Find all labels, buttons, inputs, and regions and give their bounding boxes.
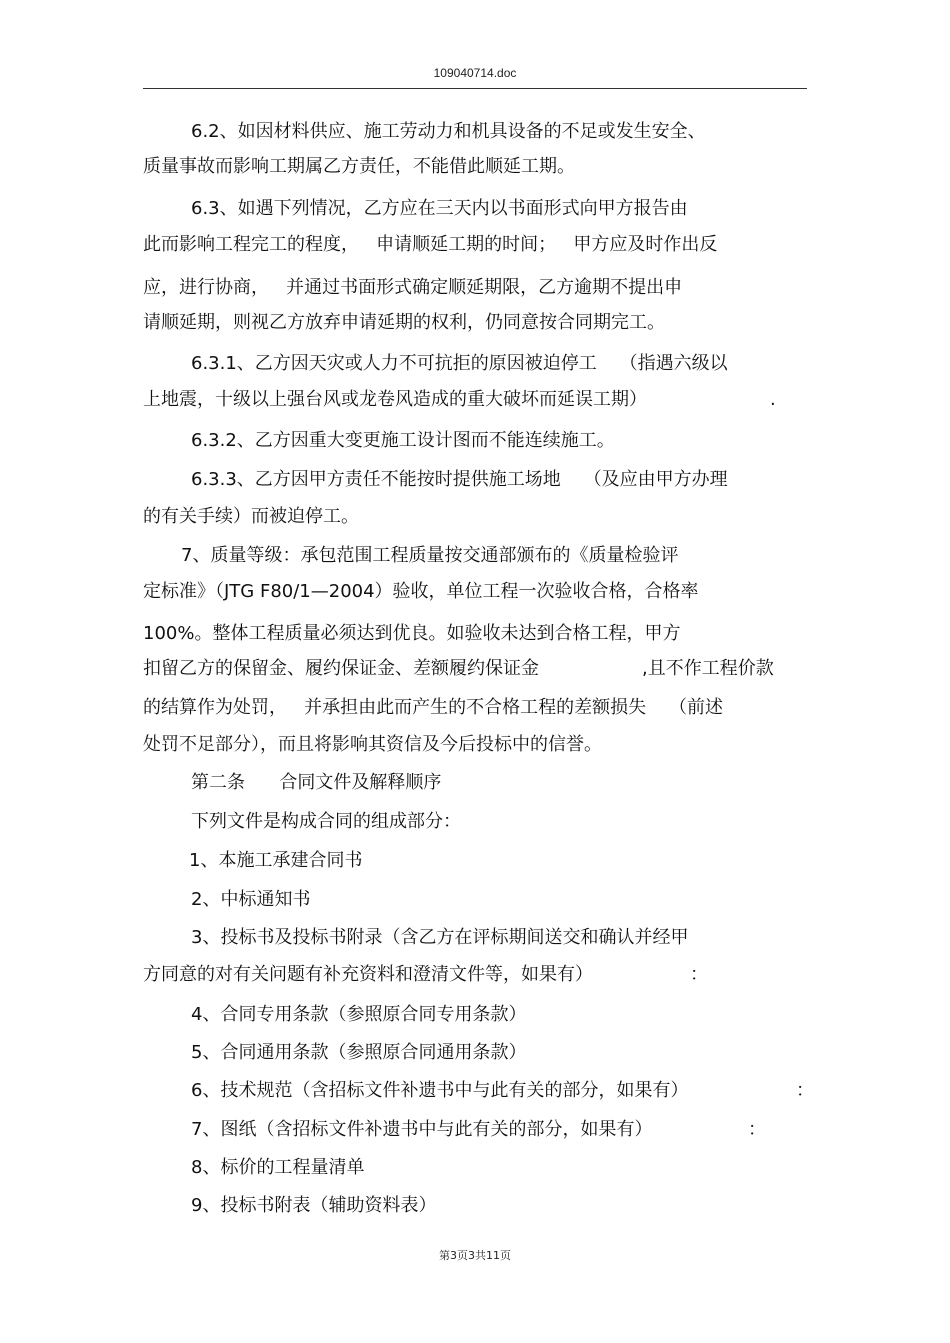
- paragraph-line: 6.3、如遇下列情况，乙方应在三天内以书面形式向甲方报告由: [191, 198, 688, 219]
- page-number-footer: 第3页3共11页: [439, 1249, 511, 1262]
- paragraph-line: 7、质量等级：承包范围工程质量按交通部颁布的《质量检验评: [181, 545, 679, 566]
- paragraph-line: 的有关手续）而被迫停工。: [143, 506, 359, 527]
- paragraph-line: 6.3.1、乙方因天灾或人力不可抗拒的原因被迫停工 （指遇六级以: [191, 353, 728, 374]
- paragraph-line: 应，进行协商， 并通过书面形式确定顺延期限，乙方逾期不提出申: [143, 277, 683, 298]
- paragraph-line: 6.3.3、乙方因甲方责任不能按时提供施工场地 （及应由甲方办理: [191, 469, 728, 490]
- section-heading: 第二条 合同文件及解释顺序: [191, 772, 442, 793]
- paragraph-line: 6.3.2、乙方因重大变更施工设计图而不能连续施工。: [191, 430, 615, 451]
- list-item: 5、合同通用条款（参照原合同通用条款）: [191, 1042, 527, 1063]
- list-item: 1、本施工承建合同书: [189, 850, 363, 871]
- paragraph-line: 处罚不足部分），而且将影响其资信及今后投标中的信誉。: [143, 734, 602, 755]
- paragraph-line: 的结算作为处罚， 并承担由此而产生的不合格工程的差额损失 （前述: [143, 697, 724, 718]
- document-filename: 109040714.doc: [433, 66, 517, 80]
- list-item: 3、投标书及投标书附录（含乙方在评标期间送交和确认并经甲: [191, 927, 689, 948]
- paragraph-line: 下列文件是构成合同的组成部分：: [191, 811, 461, 832]
- list-item: 4、合同专用条款（参照原合同专用条款）: [191, 1004, 527, 1025]
- list-item: 8、标价的工程量清单: [191, 1157, 365, 1178]
- paragraph-line: 100%。整体工程质量必须达到优良。如验收未达到合格工程，甲方: [143, 623, 681, 644]
- header-divider: [143, 88, 807, 89]
- trailing-colon: ：: [690, 964, 708, 985]
- trailing-clause: ,且不作工程价款: [642, 658, 774, 679]
- list-item: 7、图纸（含招标文件补遗书中与此有关的部分，如果有）: [191, 1119, 653, 1140]
- paragraph-line: 定标准》（JTG F80/1—2004）验收，单位工程一次验收合格，合格率: [143, 581, 699, 602]
- paragraph-line: 此而影响工程完工的程度， 申请顺延工期的时间； 甲方应及时作出反: [143, 234, 718, 255]
- trailing-colon: ：: [748, 1119, 766, 1140]
- list-item: 9、投标书附表（辅助资料表）: [191, 1195, 437, 1216]
- list-item: 6、技术规范（含招标文件补遗书中与此有关的部分，如果有）: [191, 1080, 689, 1101]
- paragraph-line: 扣留乙方的保留金、履约保证金、差额履约保证金: [143, 658, 539, 679]
- list-item: 2、中标通知书: [191, 889, 311, 910]
- paragraph-line: 质量事故而影响工期属乙方责任，不能借此顺延工期。: [143, 156, 575, 177]
- trailing-colon: ：: [796, 1080, 814, 1101]
- paragraph-line: 请顺延期，则视乙方放弃申请延期的权利，仍同意按合同期完工。: [143, 312, 665, 333]
- paragraph-line: 上地震，十级以上强台风或龙卷风造成的重大破坏而延误工期）: [143, 389, 647, 410]
- trailing-period: .: [770, 389, 776, 410]
- paragraph-line: 6.2、如因材料供应、施工劳动力和机具设备的不足或发生安全、: [191, 121, 706, 142]
- list-item-continuation: 方同意的对有关问题有补充资料和澄清文件等，如果有）: [143, 964, 593, 985]
